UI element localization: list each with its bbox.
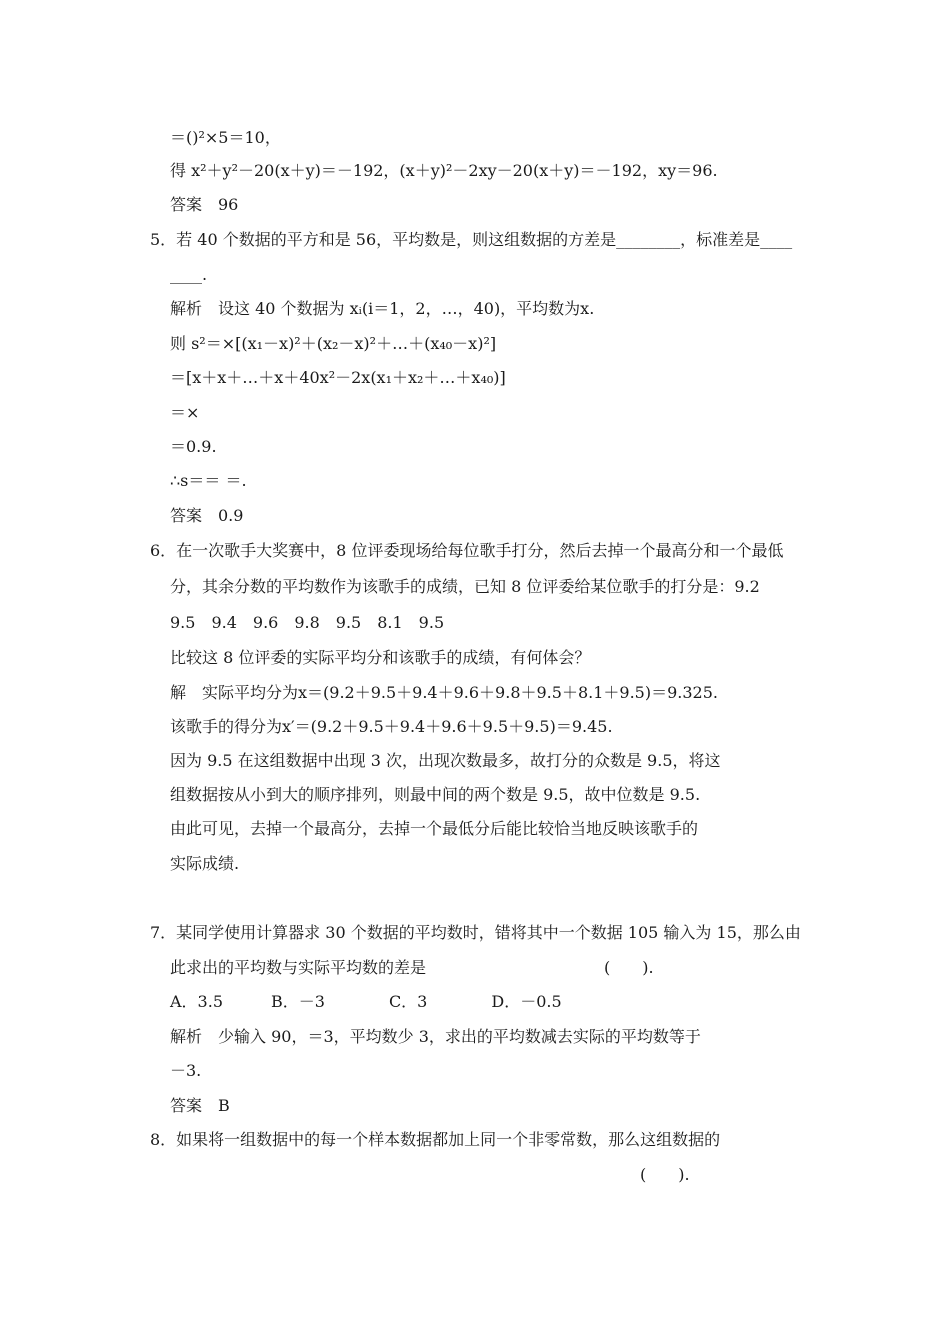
text-line: 9.5 9.4 9.6 9.8 9.5 8.1 9.5 bbox=[170, 613, 445, 632]
text-line: 则 s²＝×[(x₁－x)²＋(x₂－x)²＋…＋(x₄₀－x)²] bbox=[170, 334, 497, 353]
question-7: 7．某同学使用计算器求 30 个数据的平均数时，错将其中一个数据 105 输入为 15，那么由 bbox=[150, 923, 801, 942]
text-line: 分，其余分数的平均数作为该歌手的成绩，已知 8 位评委给某位歌手的打分是：9.2 bbox=[170, 577, 760, 596]
answer-parentheses: ( ). bbox=[640, 1165, 690, 1184]
text-line: 因为 9.5 在这组数据中出现 3 次，出现次数最多，故打分的众数是 9.5，将这 bbox=[170, 751, 721, 770]
text-line: 解 实际平均分为x＝(9.2＋9.5＋9.4＋9.6＋9.8＋9.5＋8.1＋9.5)＝9.325. bbox=[170, 683, 718, 702]
text-line: ＝0.9. bbox=[170, 437, 217, 456]
text-line: 解析 设这 40 个数据为 xᵢ(i＝1，2，…，40)，平均数为x. bbox=[170, 299, 595, 318]
question-6: 6．在一次歌手大奖赛中，8 位评委现场给每位歌手打分，然后去掉一个最高分和一个最低 bbox=[150, 541, 784, 560]
text-line: 解析 少输入 90，＝3，平均数少 3，求出的平均数减去实际的平均数等于 bbox=[170, 1027, 701, 1046]
text-line: 得 x²＋y²－20(x＋y)＝－192，(x＋y)²－2xy－20(x＋y)＝－192，xy＝96. bbox=[170, 161, 718, 180]
text-line: ＝× bbox=[170, 403, 200, 422]
text-line: 比较这 8 位评委的实际平均分和该歌手的成绩，有何体会？ bbox=[170, 648, 591, 667]
text-line: ＝()²×5＝10， bbox=[170, 128, 281, 147]
question-8: 8．如果将一组数据中的每一个样本数据都加上同一个非零常数，那么这组数据的 bbox=[150, 1130, 721, 1149]
text-line: 组数据按从小到大的顺序排列，则最中间的两个数是 9.5，故中位数是 9.5. bbox=[170, 785, 701, 804]
text-line: 答案 0.9 bbox=[170, 506, 244, 525]
text-line: ＝[x＋x＋…＋x＋40x²－2x(x₁＋x₂＋…＋x₄₀)] bbox=[170, 368, 506, 387]
text-line: 该歌手的得分为x′＝(9.2＋9.5＋9.4＋9.6＋9.5＋9.5)＝9.45. bbox=[170, 717, 613, 736]
text-line: 由此可见，去掉一个最高分，去掉一个最低分后能比较恰当地反映该歌手的 bbox=[170, 819, 699, 838]
question-5: 5．若 40 个数据的平方和是 56，平均数是，则这组数据的方差是________，标准差是____ bbox=[150, 230, 793, 249]
choices-line: A．3.5 B．－3 C．3 D．－0.5 bbox=[170, 992, 562, 1011]
text-line: 实际成绩. bbox=[170, 854, 240, 873]
text-line: 此求出的平均数与实际平均数的差是 bbox=[170, 958, 427, 977]
answer-parentheses: ( ). bbox=[604, 958, 654, 977]
text-line: －3. bbox=[170, 1061, 202, 1080]
text-line: 答案 96 bbox=[170, 195, 239, 214]
text-line: ∴s＝＝ ＝. bbox=[170, 471, 247, 490]
text-line: 答案 B bbox=[170, 1096, 230, 1115]
text-line: ____. bbox=[170, 265, 208, 284]
